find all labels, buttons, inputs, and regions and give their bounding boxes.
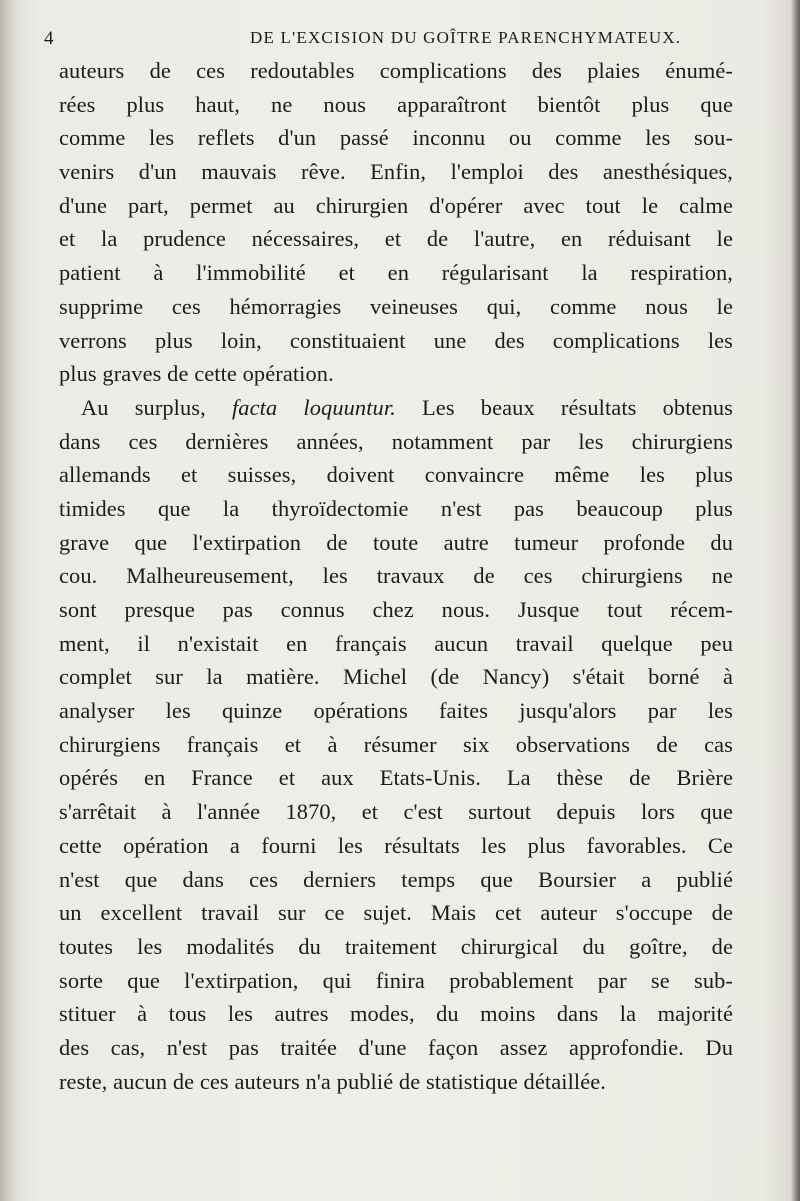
text-line: des cas, n'est pas traitée d'une façon assez approfondie. Du xyxy=(59,1034,733,1060)
text-line: chirurgiens français et à résumer six observations de cas xyxy=(59,731,733,757)
text-line: ment, il n'existait en français aucun travail quelque peu xyxy=(59,630,733,656)
text-line: analyser les quinze opérations faites jusqu'alors par les xyxy=(59,698,733,724)
text-line: et la prudence nécessaires, et de l'autre, en réduisant le xyxy=(59,226,733,252)
running-title: DE L'EXCISION DU GOÎTRE PARENCHYMATEUX. xyxy=(250,28,682,47)
text-line: stituer à tous les autres modes, du moins dans la majorité xyxy=(59,1001,733,1027)
paragraph-first-line xyxy=(59,391,733,425)
page-edge xyxy=(791,0,800,1201)
page-number: 4 xyxy=(44,28,54,49)
text-line: allemands et suisses, doivent convaincre même les plus xyxy=(59,462,733,488)
text-run: Les beaux résultats obtenus xyxy=(395,394,733,420)
text-line: plus graves de cette opération. xyxy=(59,361,334,387)
text-run: Au surplus, xyxy=(81,394,232,420)
text-line: timides que la thyroïdectomie n'est pas beaucoup plus xyxy=(59,495,733,521)
text-line: auteurs de ces redoutables complications des plaies énumé- xyxy=(59,58,733,83)
latin-phrase: facta loquuntur. xyxy=(231,394,396,420)
text-line: cette opération a fourni les résultats les plus favorables. Ce xyxy=(59,832,733,858)
page-gutter-shadow xyxy=(0,0,18,1201)
running-header xyxy=(44,28,770,52)
text-line: complet sur la matière. Michel (de Nancy) s'était borné à xyxy=(59,664,733,690)
text-line: cou. Malheureusement, les travaux de ces chirurgiens ne xyxy=(59,563,733,589)
text-line: verrons plus loin, constituaient une des complications les xyxy=(59,327,733,353)
text-line: supprime ces hémorragies veineuses qui, comme nous le xyxy=(59,293,733,319)
text-line: sont presque pas connus chez nous. Jusque tout récem- xyxy=(59,597,733,622)
text-line: patient à l'immobilité et en régularisant la respiration, xyxy=(59,260,733,286)
text-line: grave que l'extirpation de toute autre tumeur profonde du xyxy=(59,529,733,555)
text-line: venirs d'un mauvais rêve. Enfin, l'emploi des anesthésiques, xyxy=(59,159,733,185)
text-line: toutes les modalités du traitement chirurgical du goître, de xyxy=(59,933,733,959)
text-line: reste, aucun de ces auteurs n'a publié de statistique détaillée. xyxy=(59,1068,606,1094)
body-text xyxy=(59,54,733,1098)
text-line: d'une part, permet au chirurgien d'opérer avec tout le calme xyxy=(59,192,733,218)
text-line: sorte que l'extirpation, qui finira probablement par se sub- xyxy=(59,967,733,993)
text-line: un excellent travail sur ce sujet. Mais cet auteur s'occupe de xyxy=(59,900,733,926)
text-line: s'arrêtait à l'année 1870, et c'est surtout depuis lors que xyxy=(59,799,733,825)
text-line: opérés en France et aux Etats-Unis. La thèse de Brière xyxy=(59,765,733,791)
text-line: rées plus haut, ne nous apparaîtront bientôt plus que xyxy=(59,91,733,117)
text-line: dans ces dernières années, notamment par les chirurgiens xyxy=(59,428,733,454)
text-line: comme les reflets d'un passé inconnu ou comme les sou- xyxy=(59,125,733,151)
text-line: n'est que dans ces derniers temps que Boursier a publié xyxy=(59,866,733,892)
